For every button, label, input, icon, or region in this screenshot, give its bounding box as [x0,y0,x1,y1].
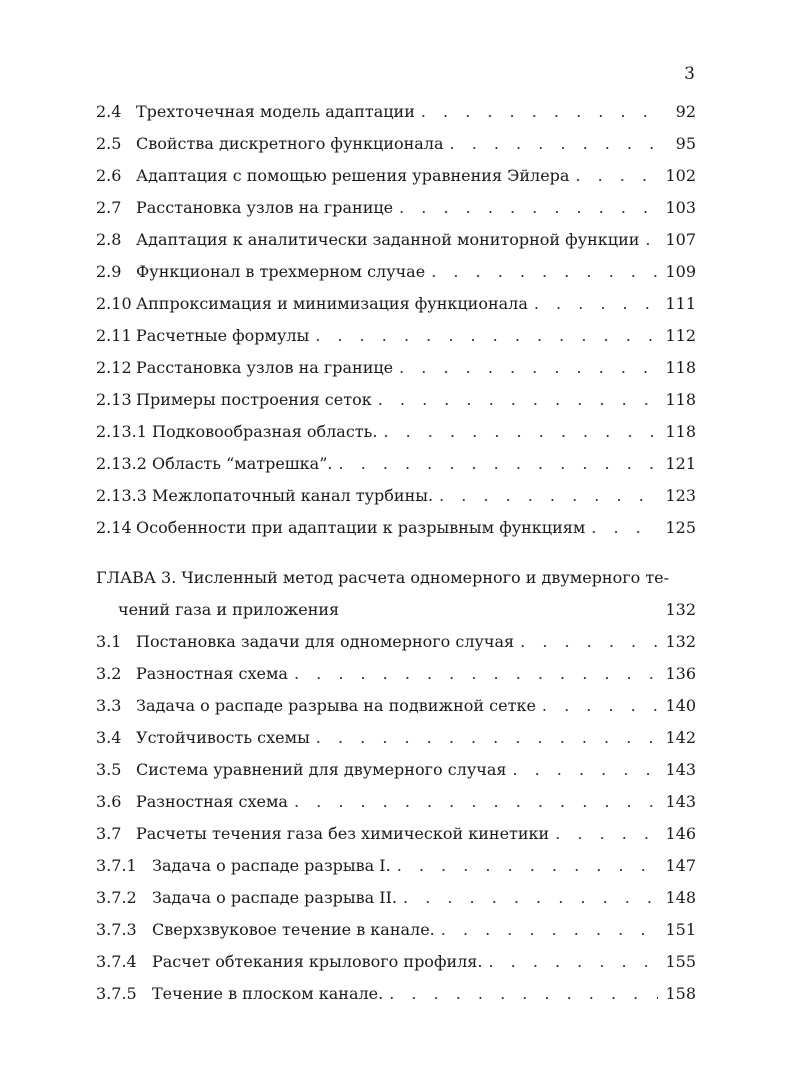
toc-entry-page: 118 [665,422,696,441]
toc-entry-number: 3.7.3 [96,920,137,939]
dot-leader [450,128,658,160]
dot-leader [645,224,658,256]
toc-entry-number: 3.7.4 [96,952,137,971]
toc-entry-title: Примеры построения сеток [136,390,372,409]
toc-entry-title: Задача о распаде разрыва I. [152,856,391,875]
toc-entry-title: Трехточечная модель адаптации [136,102,415,121]
toc-entry-number: 3.7.2 [96,888,137,907]
toc-entry-title: Постановка задачи для одномерного случая [136,632,515,651]
chapter-heading[interactable] [96,562,696,626]
toc-entry-title: Устойчивость схемы [136,728,310,747]
dot-leader [555,818,658,850]
dot-leader [591,512,658,544]
toc-entry-page: 143 [665,760,696,779]
toc-entry[interactable] [96,882,696,914]
toc-entry-page: 102 [665,166,696,185]
toc-entry-number: 2.9 [96,262,122,281]
page-number: 3 [684,64,695,84]
toc-entry-page: 151 [665,920,696,939]
toc-entry-page: 107 [665,230,696,249]
toc-entry-page: 140 [665,696,696,715]
toc-entry-number: 3.4 [96,728,122,747]
toc-entry-title: Особенности при адаптации к разрывным функциям [136,518,586,537]
dot-leader [383,416,658,448]
chapter-title-line2: чений газа и приложения [118,600,340,619]
toc-entry-page: 136 [665,664,696,683]
table-of-contents [96,96,696,1010]
toc-entry-number: 3.3 [96,696,122,715]
dot-leader [403,882,658,914]
toc-entry-number: 2.13 [96,390,132,409]
toc-entry[interactable] [96,754,696,786]
toc-entry-page: 155 [665,952,696,971]
toc-section-chapter-3 [96,626,696,1010]
toc-entry-page: 121 [665,454,696,473]
toc-entry-number: 3.5 [96,760,122,779]
toc-entry[interactable] [96,914,696,946]
toc-entry-title: Аппроксимация и минимизация функционала [136,294,528,313]
toc-entry-page: 146 [665,824,696,843]
dot-leader [316,722,658,754]
toc-entry-title: Расчетные формулы [136,326,310,345]
toc-entry-page: 147 [665,856,696,875]
toc-entry[interactable] [96,626,696,658]
toc-entry-page: 132 [665,632,696,651]
toc-entry-title: Разностная схема [136,792,288,811]
toc-entry[interactable] [96,658,696,690]
toc-entry[interactable] [96,722,696,754]
dot-leader [431,256,658,288]
dot-leader [389,978,658,1010]
dot-leader [294,658,658,690]
toc-entry-number: 3.2 [96,664,122,683]
dot-leader [294,786,658,818]
toc-entry-number: 2.8 [96,230,122,249]
toc-entry-title: Функционал в трехмерном случае [136,262,426,281]
toc-entry-number: 2.14 [96,518,132,537]
toc-entry[interactable] [96,320,696,352]
toc-entry[interactable] [96,416,696,448]
toc-entry[interactable] [96,288,696,320]
toc-entry-title: Межлопаточный канал турбины. [152,486,434,505]
toc-entry[interactable] [96,224,696,256]
toc-entry-title: Адаптация с помощью решения уравнения Эйлера [136,166,570,185]
toc-entry-number: 2.13.3 [96,486,147,505]
toc-entry-title: Задача о распаде разрыва на подвижной сетке [136,696,536,715]
dot-leader [488,946,658,978]
dot-leader [542,690,658,722]
toc-entry-page: 109 [665,262,696,281]
toc-entry-number: 2.13.1 [96,422,147,441]
toc-entry-number: 2.6 [96,166,122,185]
toc-entry-title: Адаптация к аналитически заданной мониторной функции [136,230,640,249]
toc-entry-number: 3.6 [96,792,122,811]
dot-leader [315,320,658,352]
toc-entry-number: 2.13.2 [96,454,147,473]
dot-leader [397,850,658,882]
toc-entry-title: Область “матрешка”. [152,454,333,473]
dot-leader [378,384,658,416]
toc-entry-title: Сверхзвуковое течение в канале. [152,920,435,939]
toc-entry[interactable] [96,160,696,192]
toc-entry[interactable] [96,192,696,224]
toc-entry-number: 3.7.5 [96,984,137,1003]
toc-entry[interactable] [96,96,696,128]
toc-entry-page: 123 [665,486,696,505]
toc-entry-title: Задача о распаде разрыва II. [152,888,398,907]
toc-entry[interactable] [96,818,696,850]
toc-entry-title: Система уравнений для двумерного случая [136,760,507,779]
toc-entry-page: 143 [665,792,696,811]
toc-entry-number: 2.10 [96,294,132,313]
toc-entry-title: Расстановка узлов на границе [136,358,394,377]
dot-leader [338,448,658,480]
dot-leader [534,288,658,320]
dot-leader [512,754,658,786]
toc-entry-page: 148 [665,888,696,907]
toc-entry[interactable] [96,384,696,416]
dot-leader [439,480,658,512]
toc-entry-page: 92 [675,102,696,121]
toc-entry-page: 158 [665,984,696,1003]
toc-entry[interactable] [96,128,696,160]
toc-entry-number: 2.11 [96,326,132,345]
toc-entry-number: 3.1 [96,632,122,651]
toc-entry-number: 3.7.1 [96,856,137,875]
toc-entry-page: 142 [665,728,696,747]
toc-entry-title: Свойства дискретного функционала [136,134,444,153]
dot-leader [399,352,658,384]
toc-entry[interactable] [96,850,696,882]
toc-entry-title: Подковообразная область. [152,422,378,441]
toc-entry-title: Течение в плоском канале. [152,984,384,1003]
toc-entry-page: 118 [665,390,696,409]
toc-entry-page: 111 [665,294,696,313]
dot-leader [421,96,658,128]
toc-entry-page: 118 [665,358,696,377]
toc-entry[interactable] [96,256,696,288]
toc-entry-number: 2.5 [96,134,122,153]
toc-entry[interactable] [96,480,696,512]
toc-entry-number: 2.4 [96,102,122,121]
toc-entry[interactable] [96,946,696,978]
toc-entry-title: Расчеты течения газа без химической кинетики [136,824,550,843]
toc-entry-title: Расстановка узлов на границе [136,198,394,217]
toc-entry-title: Разностная схема [136,664,288,683]
toc-section-chapter-2 [96,96,696,544]
toc-entry-number: 2.7 [96,198,122,217]
toc-entry[interactable] [96,352,696,384]
chapter-title-line1: ГЛАВА 3. Численный метод расчета одномерного и двумерного те- [96,568,670,587]
toc-entry-page: 95 [675,134,696,153]
toc-entry-number: 2.12 [96,358,132,377]
toc-entry[interactable] [96,448,696,480]
toc-entry[interactable] [96,978,696,1010]
toc-entry[interactable] [96,512,696,544]
toc-entry-page: 112 [665,326,696,345]
toc-entry[interactable] [96,786,696,818]
dot-leader [399,192,658,224]
toc-entry-page: 103 [665,198,696,217]
toc-entry-title: Расчет обтекания крылового профиля. [152,952,483,971]
dot-leader [520,626,658,658]
toc-entry-number: 3.7 [96,824,122,843]
chapter-page: 132 [665,600,696,619]
dot-leader [441,914,658,946]
toc-entry-page: 125 [665,518,696,537]
toc-entry[interactable] [96,690,696,722]
dot-leader [575,160,658,192]
